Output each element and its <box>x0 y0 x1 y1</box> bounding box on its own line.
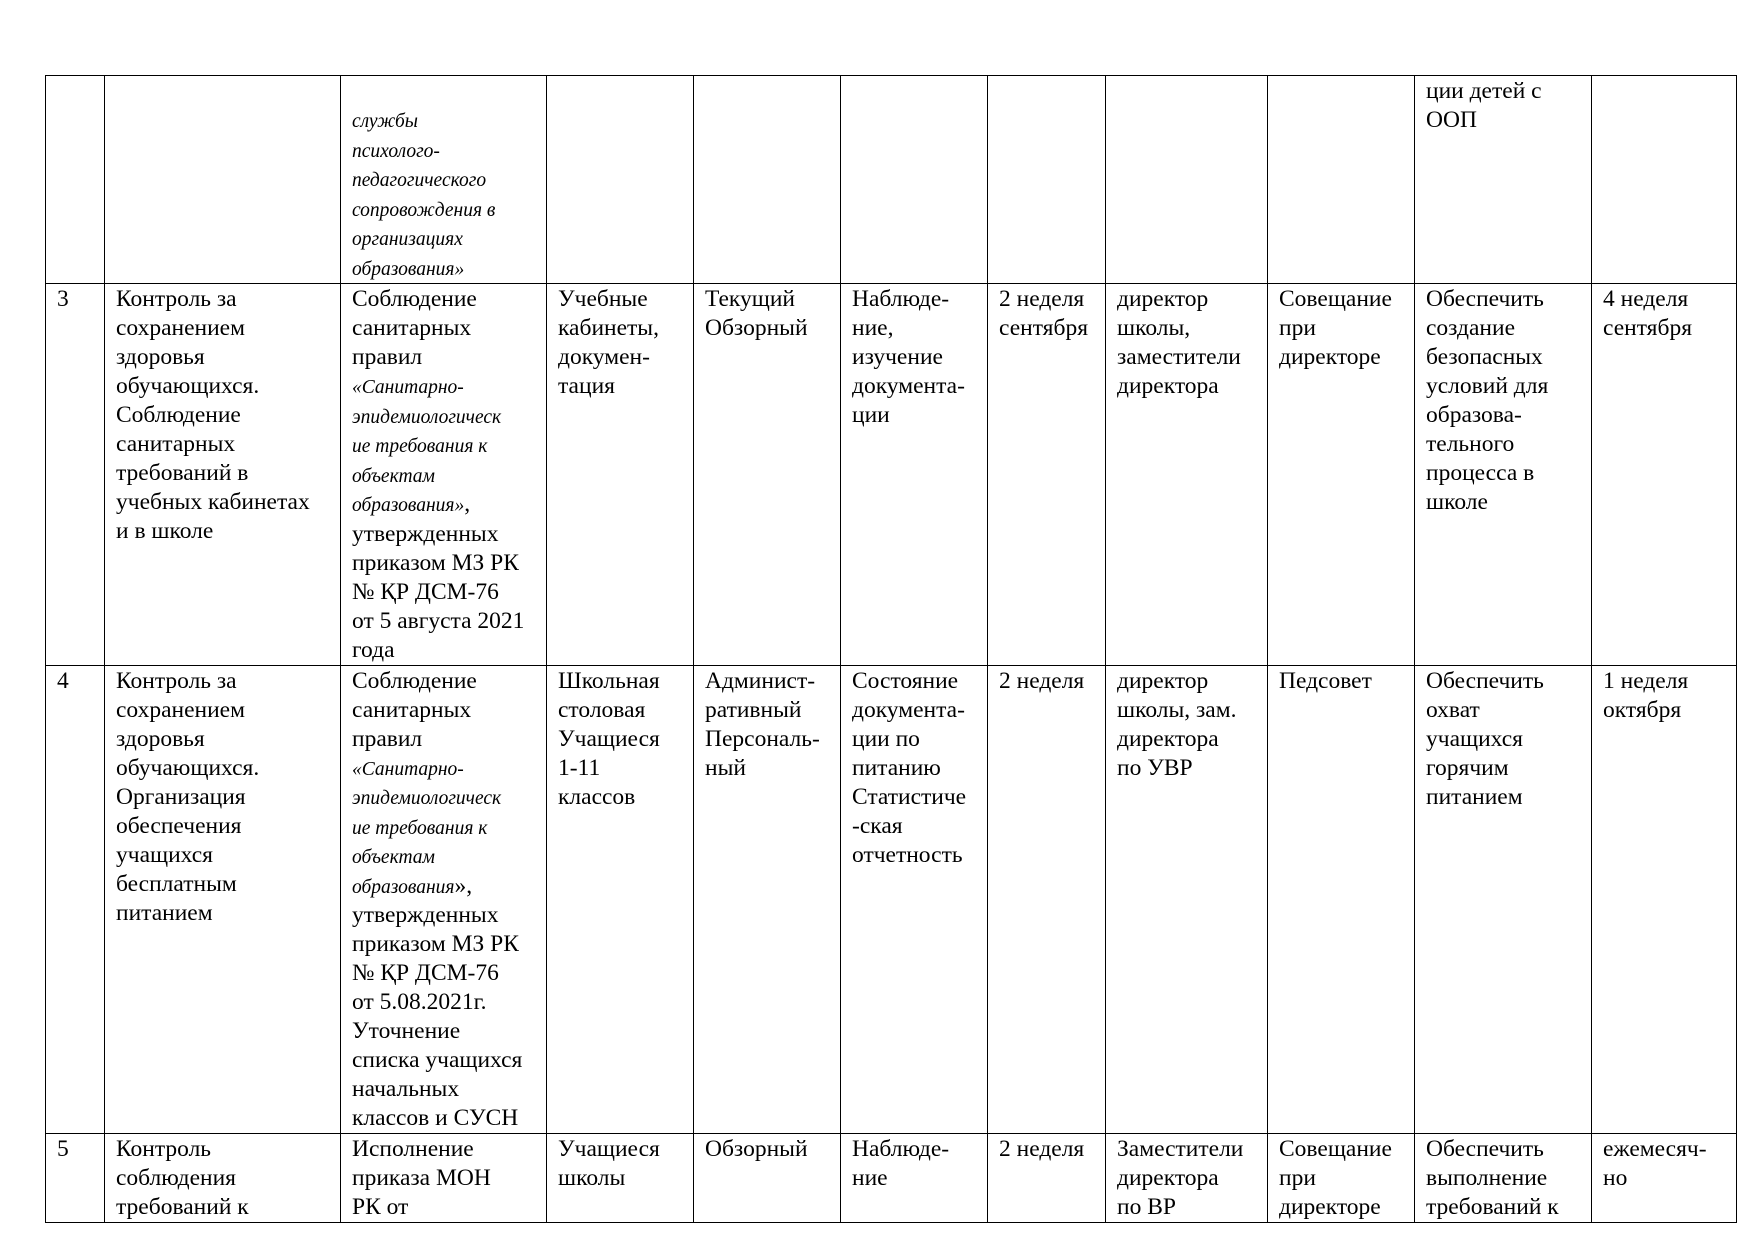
cell-repeat <box>1592 76 1737 284</box>
goal-text: Исполнение приказа МОН РК от <box>352 1136 491 1220</box>
cell-number: 5 <box>46 1134 105 1223</box>
cell-responsible: директор школы, зам. директора по УВР <box>1106 665 1268 1134</box>
cell-number: 3 <box>46 284 105 666</box>
cell-goal <box>341 665 547 1134</box>
cell-decision: Обеспечить создание безопасных условий для образова- тельного процесса в школе <box>1415 284 1592 666</box>
cell-method: Наблюде- ние <box>841 1134 988 1223</box>
table-row <box>46 284 1737 666</box>
goal-text-italic: «Санитарно- эпидемиологическ ие требования к объектам образования <box>352 758 502 898</box>
cell-responsible: директор школы, заместители директора <box>1106 284 1268 666</box>
cell-kind: Обзорный <box>694 1134 841 1223</box>
goal-text: Соблюдение санитарных правил <box>352 667 477 752</box>
cell-term <box>988 76 1106 284</box>
goal-text: », утвержденных приказом МЗ РК № ҚР ДСМ-76 от 5.08.2021г. Уточнение списка учащихся начальных классов и СУСН <box>352 872 523 1131</box>
cell-kind: Текущий Обзорный <box>694 284 841 666</box>
table-row <box>46 665 1737 1134</box>
cell-topic: Контроль за сохранением здоровья обучающихся. Соблюдение санитарных требований в учебных кабинетах и в школе <box>105 284 341 666</box>
cell-kind <box>694 76 841 284</box>
cell-method: Наблюде- ние, изучение документа- ции <box>841 284 988 666</box>
cell-object: Школьная столовая Учащиеся 1-11 классов <box>547 665 694 1134</box>
table-row <box>46 76 1737 284</box>
cell-method: Состояние документа- ции по питанию Статистиче -ская отчетность <box>841 665 988 1134</box>
cell-topic: Контроль соблюдения требований к <box>105 1134 341 1223</box>
cell-responsible: Заместители директора по ВР <box>1106 1134 1268 1223</box>
cell-review: Педсовет <box>1268 665 1415 1134</box>
cell-term: 2 неделя <box>988 1134 1106 1223</box>
cell-kind: Админист- ративный Персональ- ный <box>694 665 841 1134</box>
cell-term: 2 неделя сентября <box>988 284 1106 666</box>
cell-decision: Обеспечить охват учащихся горячим питанием <box>1415 665 1592 1134</box>
goal-text: Соблюдение санитарных правил <box>352 286 477 370</box>
cell-review <box>1268 76 1415 284</box>
cell-number: 4 <box>46 665 105 1134</box>
cell-decision: ции детей с ООП <box>1415 76 1592 284</box>
cell-object: Учащиеся школы <box>547 1134 694 1223</box>
table-row <box>46 1134 1737 1223</box>
cell-goal <box>341 1134 547 1223</box>
cell-repeat: ежемесяч- но <box>1592 1134 1737 1223</box>
cell-responsible <box>1106 76 1268 284</box>
goal-text-italic: службы психолого- педагогического сопровождения в организациях образования» <box>352 111 496 280</box>
cell-goal <box>341 284 547 666</box>
cell-review: Совещание при директоре <box>1268 1134 1415 1223</box>
cell-object: Учебные кабинеты, докумен- тация <box>547 284 694 666</box>
cell-decision: Обеспечить выполнение требований к <box>1415 1134 1592 1223</box>
cell-repeat: 4 неделя сентября <box>1592 284 1737 666</box>
cell-topic: Контроль за сохранением здоровья обучающихся. Организация обеспечения учащихся бесплатным питанием <box>105 665 341 1134</box>
cell-repeat: 1 неделя октября <box>1592 665 1737 1134</box>
cell-object <box>547 76 694 284</box>
control-plan-table <box>45 75 1737 1223</box>
goal-text: , утвержденных приказом МЗ РК № ҚР ДСМ-76 от 5 августа 2021 года <box>352 491 525 663</box>
cell-term: 2 неделя <box>988 665 1106 1134</box>
cell-topic <box>105 76 341 284</box>
cell-goal <box>341 76 547 284</box>
cell-method <box>841 76 988 284</box>
cell-review: Совещание при директоре <box>1268 284 1415 666</box>
cell-number <box>46 76 105 284</box>
goal-text-italic: «Санитарно- эпидемиологическ ие требования к объектам образования» <box>352 377 502 516</box>
